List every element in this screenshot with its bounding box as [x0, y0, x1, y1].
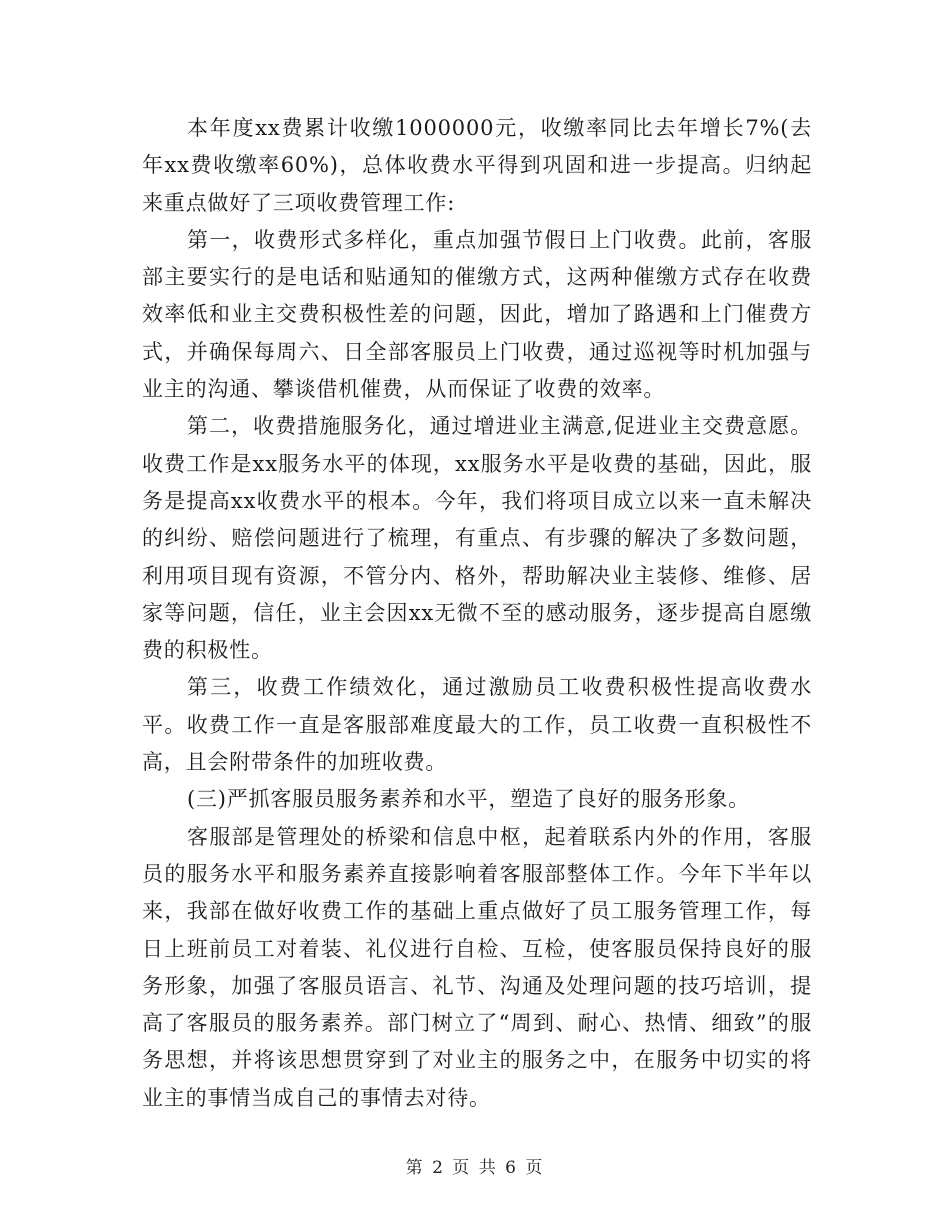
page-number-footer: 第 2 页 共 6 页	[405, 1158, 545, 1178]
paragraph-collection-summary: 本年度xx费累计收缴1000000元，收缴率同比去年增长7%(去年xx费收缴率60%)，总体收费水平得到巩固和进一步提高。归纳起来重点做好了三项收费管理工作:	[142, 116, 812, 215]
paragraph-second-measure: 第二，收费措施服务化，通过增进业主满意,促进业主交费意愿。收费工作是xx服务水平的体现，xx服务水平是收费的基础，因此，服务是提高xx收费水平的根本。今年，我们将项目成立以来一直未解决的纠纷、赔偿问题进行了梳理，有重点、有步骤的解决了多数问题，利用项目现有资源，不管分内、格外，帮助解决业主装修、维修、居家等问题，信任，业主会因xx无微不至的感动服务，逐步提高自愿缴费的积极性。	[142, 414, 812, 663]
paragraph-first-measure: 第一，收费形式多样化，重点加强节假日上门收费。此前，客服部主要实行的是电话和贴通知的催缴方式，这两种催缴方式存在收费效率低和业主交费积极性差的问题，因此，增加了路遇和上门催费方式，并确保每周六、日全部客服员上门收费，通过巡视等时机加强与业主的沟通、攀谈借机催费，从而保证了收费的效率。	[142, 227, 812, 402]
document-body	[142, 110, 812, 1117]
paragraph-service-quality: 客服部是管理处的桥梁和信息中枢，起着联系内外的作用，客服员的服务水平和服务素养直接影响着客服部整体工作。今年下半年以来，我部在做好收费工作的基础上重点做好了员工服务管理工作，每日上班前员工对着装、礼仪进行自检、互检，使客服员保持良好的服务形象，加强了客服员语言、礼节、沟通及处理问题的技巧培训，提高了客服员的服务素养。部门树立了“周到、耐心、热情、细致”的服务思想，并将该思想贯穿到了对业主的服务之中，在服务中切实的将业主的事情当成自己的事情去对待。	[142, 824, 812, 1110]
paragraph-third-measure: 第三，收费工作绩效化，通过激励员工收费积极性提高收费水平。收费工作一直是客服部难度最大的工作，员工收费一直积极性不高，且会附带条件的加班收费。	[142, 675, 812, 775]
section-heading-service: (三)严抓客服员服务素养和水平，塑造了良好的服务形象。	[187, 787, 750, 812]
